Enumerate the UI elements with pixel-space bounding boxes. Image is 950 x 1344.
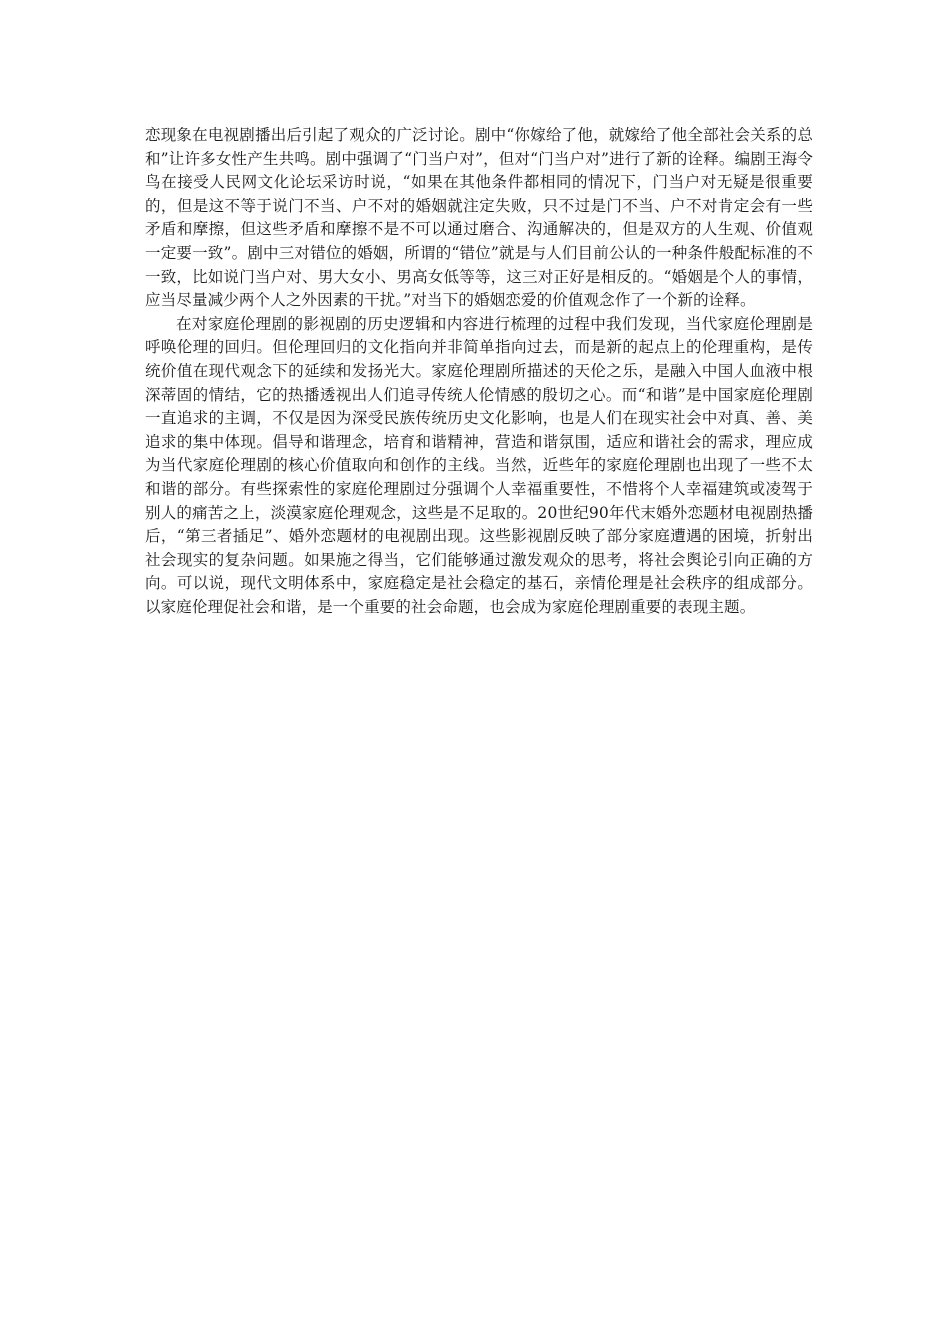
paragraph-1: 恋现象在电视剧播出后引起了观众的广泛讨论。剧中“你嫁给了他，就嫁给了他全部社会关系的总和”让许多女性产生共鸣。剧中强调了“门当户对”，但对“门当户对”进行了新的诠释。编剧王海令鸟在接受人民网文化论坛采访时说，“如果在其他条件都相同的情况下，门当户对无疑是很重要的，但是这不等于说门不当、户不对的婚姻就注定失败，只不过是门不当、户不对肯定会有一些矛盾和摩擦，但这些矛盾和摩擦不是不可以通过磨合、沟通解决的，但是双方的人生观、价值观一定要一致”。剧中三对错位的婚姻，所谓的“错位”就是与人们目前公认的一种条件般配标准的不一致，比如说门当户对、男大女小、男高女低等等，这三对正好是相反的。“婚姻是个人的事情，应当尽量减少两个人之外因素的干扰。”对当下的婚姻恋爱的价值观念作了一个新的诠释。: [145, 126, 813, 310]
document-body: [145, 124, 813, 619]
paragraph-2: 在对家庭伦理剧的影视剧的历史逻辑和内容进行梳理的过程中我们发现，当代家庭伦理剧是呼唤伦理的回归。但伦理回归的文化指向并非简单指向过去，而是新的起点上的伦理重构，是传统价值在现代观念下的延续和发扬光大。家庭伦理剧所描述的天伦之乐，是融入中国人血液中根深蒂固的情结，它的热播透视出人们追寻传统人伦情感的殷切之心。而“和谐”是中国家庭伦理剧一直追求的主调，不仅是因为深受民族传统历史文化影响，也是人们在现实社会中对真、善、美追求的集中体现。倡导和谐理念，培育和谐精神，营造和谐氛围，适应和谐社会的需求，理应成为当代家庭伦理剧的核心价值取向和创作的主线。当然，近些年的家庭伦理剧也出现了一些不太和谐的部分。有些探索性的家庭伦理剧过分强调个人幸福重要性，不惜将个人幸福建筑或凌驾于别人的痛苦之上，淡漠家庭伦理观念，这些是不足取的。20世纪90年代末婚外恋题材电视剧热播后，“第三者插足”、婚外恋题材的电视剧出现。这些影视剧反映了部分家庭遭遇的困境，折射出社会现实的复杂问题。如果施之得当，它们能够通过激发观众的思考，将社会舆论引向正确的方向。可以说，现代文明体系中，家庭稳定是社会稳定的基石，亲情伦理是社会秩序的组成部分。以家庭伦理促社会和谐，是一个重要的社会命题，也会成为家庭伦理剧重要的表现主题。: [145, 314, 813, 616]
